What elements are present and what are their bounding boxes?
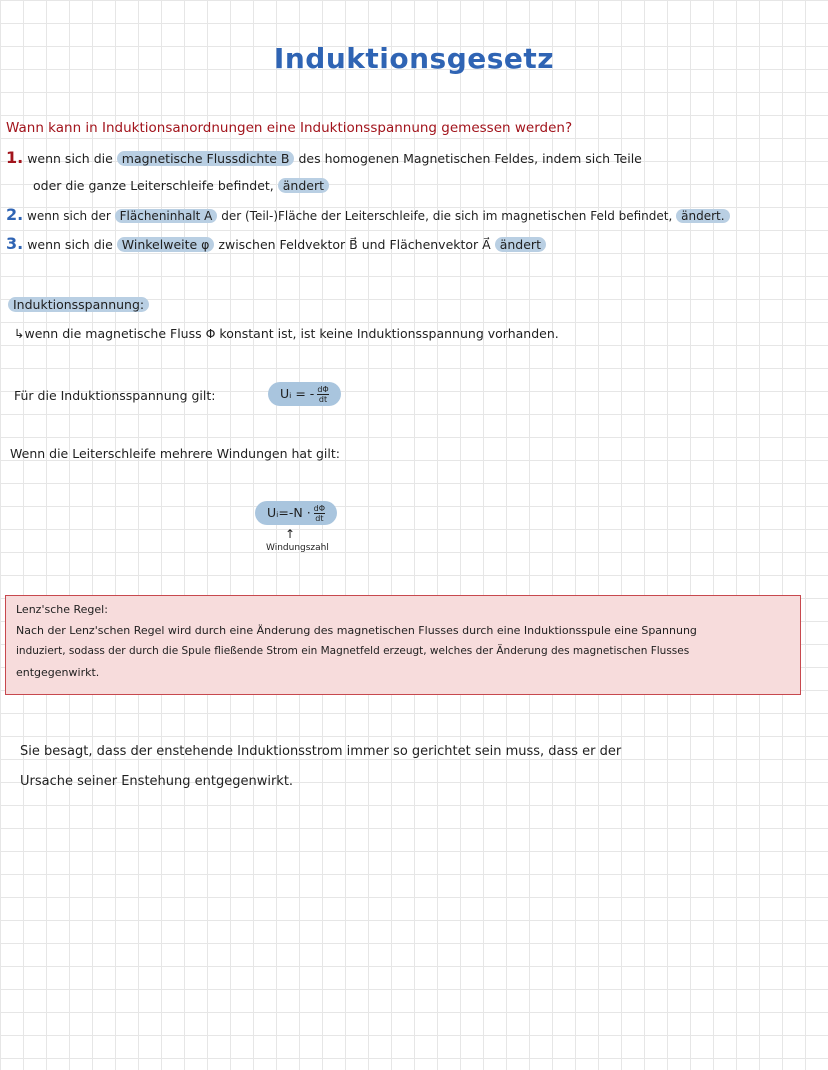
page-title: Induktionsgesetz [273, 42, 555, 75]
item-number: 1. [6, 148, 24, 167]
item-number: 2. [6, 205, 24, 224]
item-text: zwischen Feldvektor B⃗ und Flächenvektor A⃗ [218, 237, 491, 252]
fraction-numerator: dΦ [313, 503, 326, 513]
item-text: wenn sich der [27, 209, 111, 223]
item-text: oder die ganze Leiterschleife befindet, [33, 178, 274, 193]
lenz-rule-box [5, 595, 801, 695]
spannung-note: ↳wenn die magnetische Fluss Φ konstant ist, ist keine Induktionsspannung vorhanden. [14, 326, 559, 341]
item-text: wenn sich die [27, 151, 113, 166]
fraction-denominator: dt [318, 394, 328, 404]
fraction-denominator: dt [315, 513, 324, 523]
induction-formula [268, 382, 341, 406]
formula-label: Für die Induktionsspannung gilt: [14, 388, 216, 403]
item-highlight: ändert [495, 237, 546, 252]
item-text: der (Teil-)Fläche der Leiterschleife, die sich im magnetischen Feld befindet, [221, 209, 673, 223]
item-highlight: ändert [278, 178, 329, 193]
formula-lhs: Uᵢ=-N · [267, 505, 311, 520]
lenz-line: Nach der Lenz'schen Regel wird durch eine Änderung des magnetischen Flusses durch eine Induktionsspule eine Spannung [16, 624, 697, 637]
item-highlight: Flächeninhalt A [115, 209, 218, 223]
list-item-3 [6, 234, 546, 255]
item-number: 3. [6, 234, 24, 253]
section-heading [8, 295, 149, 315]
item-highlight: magnetische Flussdichte B [117, 151, 295, 166]
fraction-numerator: dΦ [317, 384, 329, 394]
lenz-heading: Lenz'sche Regel: [16, 603, 108, 616]
heading-highlight: Induktionsspannung: [8, 297, 149, 312]
arrow-up-icon: ↑ [285, 527, 296, 541]
item-text: wenn sich die [27, 237, 113, 252]
fraction [317, 385, 328, 404]
conclusion-line: Ursache seiner Enstehung entgegenwirkt. [20, 774, 294, 789]
item-text: des homogenen Magnetischen Feldes, indem sich Teile [298, 151, 642, 166]
conclusion-line: Sie besagt, dass der enstehende Induktionsstrom immer so gerichtet sein muss, dass er der [20, 744, 622, 759]
lenz-line: entgegenwirkt. [16, 666, 100, 679]
list-item-1 [6, 148, 642, 169]
formula-lhs: Uᵢ = - [280, 386, 315, 401]
item-highlight: Winkelweite φ [117, 237, 215, 252]
fraction [314, 504, 325, 523]
question-heading: Wann kann in Induktionsanordnungen eine Induktionsspannung gemessen werden? [6, 120, 573, 136]
item-highlight: ändert. [676, 209, 729, 223]
list-item-1-line2 [33, 176, 329, 196]
lenz-line: induziert, sodass der durch die Spule fließende Strom ein Magnetfeld erzeugt, welches der Änderung des magnetischen Flusses [16, 645, 690, 657]
windungen-formula [255, 501, 337, 525]
list-item-2 [6, 205, 730, 226]
windungszahl-note: Windungszahl [266, 543, 329, 553]
windungen-label: Wenn die Leiterschleife mehrere Windungen hat gilt: [10, 446, 340, 461]
